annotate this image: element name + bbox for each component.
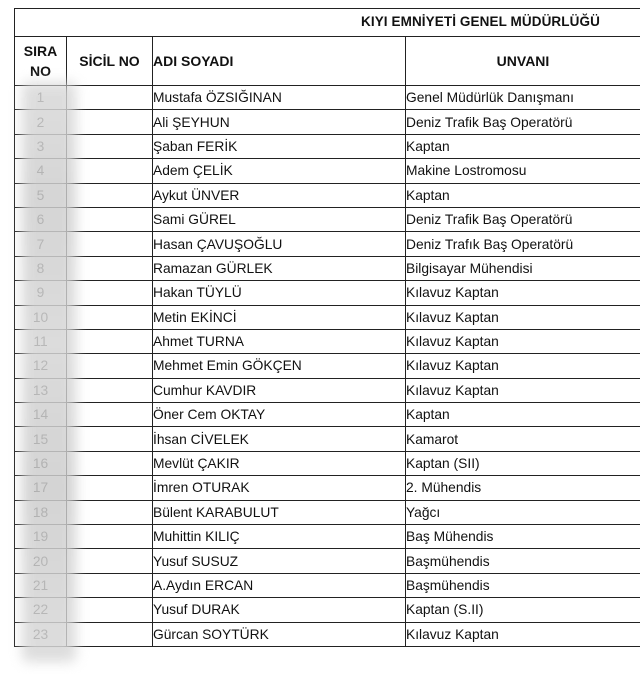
row-sicil-redacted	[67, 549, 153, 573]
table-row	[15, 86, 640, 110]
row-sicil-redacted	[67, 110, 153, 134]
row-title: Kamarot	[406, 427, 640, 451]
row-sicil-redacted	[67, 305, 153, 329]
row-title: Baş Mühendis	[406, 525, 640, 549]
table-row	[15, 281, 640, 305]
row-title: Kılavuz Kaptan	[406, 622, 640, 646]
row-sicil-redacted	[67, 500, 153, 524]
row-name: Cumhur KAVDIR	[153, 378, 406, 402]
row-title: Deniz Trafik Baş Operatörü	[406, 110, 640, 134]
table-row	[15, 378, 640, 402]
row-sicil-redacted	[67, 573, 153, 597]
row-title: Başmühendis	[406, 573, 640, 597]
table-row	[15, 598, 640, 622]
row-title: Kaptan	[406, 183, 640, 207]
header-adi-soyadi: ADI SOYADI	[153, 37, 406, 86]
personnel-table	[14, 36, 640, 647]
table-row	[15, 427, 640, 451]
table-row	[15, 305, 640, 329]
row-title: Kaptan	[406, 403, 640, 427]
row-sicil-redacted	[67, 183, 153, 207]
row-title: Kılavuz Kaptan	[406, 329, 640, 353]
header-sira-no	[15, 37, 67, 86]
row-name: Hakan TÜYLÜ	[153, 281, 406, 305]
row-sicil-redacted	[67, 476, 153, 500]
table-row	[15, 573, 640, 597]
row-name: Gürcan SOYTÜRK	[153, 622, 406, 646]
row-name: Metin EKİNCİ	[153, 305, 406, 329]
row-name: Şaban FERİK	[153, 134, 406, 158]
table-row	[15, 525, 640, 549]
header-sira-line2: NO	[30, 63, 51, 79]
row-name: İmren OTURAK	[153, 476, 406, 500]
header-unvani: UNVANI	[406, 37, 640, 86]
title-row	[14, 8, 640, 37]
table-row	[15, 110, 640, 134]
table-row	[15, 232, 640, 256]
row-title: Kılavuz Kaptan	[406, 354, 640, 378]
row-name: Aykut ÜNVER	[153, 183, 406, 207]
row-sicil-redacted	[67, 86, 153, 110]
row-sicil-redacted	[67, 525, 153, 549]
row-name: Mevlüt ÇAKIR	[153, 451, 406, 475]
row-title: Yağcı	[406, 500, 640, 524]
row-sicil-redacted	[67, 207, 153, 231]
row-sicil-redacted	[67, 281, 153, 305]
row-sicil-redacted	[67, 232, 153, 256]
row-title: 2. Mühendis	[406, 476, 640, 500]
row-name: Hasan ÇAVUŞOĞLU	[153, 232, 406, 256]
table-row	[15, 256, 640, 280]
row-title: Kılavuz Kaptan	[406, 305, 640, 329]
row-sicil-redacted	[67, 329, 153, 353]
table-row	[15, 500, 640, 524]
row-title: Kaptan	[406, 134, 640, 158]
row-sicil-redacted	[67, 427, 153, 451]
row-name: Ali ŞEYHUN	[153, 110, 406, 134]
row-name: Yusuf SUSUZ	[153, 549, 406, 573]
row-title: Deniz Trafık Baş Operatörü	[406, 232, 640, 256]
table-row	[15, 183, 640, 207]
row-title: Bilgisayar Mühendisi	[406, 256, 640, 280]
row-name: İhsan CİVELEK	[153, 427, 406, 451]
row-name: Bülent KARABULUT	[153, 500, 406, 524]
header-sira-line1: SIRA	[23, 43, 58, 59]
table-row	[15, 451, 640, 475]
row-name: Öner Cem OKTAY	[153, 403, 406, 427]
document-title: KIYI EMNİYETİ GENEL MÜDÜRLÜĞÜ	[361, 14, 600, 29]
table-row	[15, 207, 640, 231]
row-sicil-redacted	[67, 598, 153, 622]
row-name: Ramazan GÜRLEK	[153, 256, 406, 280]
row-sicil-redacted	[67, 451, 153, 475]
row-title: Kaptan (SII)	[406, 451, 640, 475]
table-row	[15, 549, 640, 573]
table-row	[15, 403, 640, 427]
row-name: Muhittin KILIÇ	[153, 525, 406, 549]
table-row	[15, 354, 640, 378]
table-row	[15, 329, 640, 353]
row-sicil-redacted	[67, 256, 153, 280]
redacted-sicil-blur	[22, 82, 76, 662]
header-sicil-no: SİCİL NO	[67, 37, 153, 86]
row-title: Kılavuz Kaptan	[406, 378, 640, 402]
row-sicil-redacted	[67, 378, 153, 402]
row-title: Deniz Trafik Baş Operatörü	[406, 207, 640, 231]
row-title: Kaptan (S.II)	[406, 598, 640, 622]
table-row	[15, 622, 640, 646]
row-name: Adem ÇELİK	[153, 159, 406, 183]
row-title: Başmühendis	[406, 549, 640, 573]
row-name: Mehmet Emin GÖKÇEN	[153, 354, 406, 378]
row-name: A.Aydın ERCAN	[153, 573, 406, 597]
table-row	[15, 159, 640, 183]
row-title: Makine Lostromosu	[406, 159, 640, 183]
row-sicil-redacted	[67, 159, 153, 183]
table-header-row	[15, 37, 640, 86]
row-sicil-redacted	[67, 134, 153, 158]
row-title: Genel Müdürlük Danışmanı	[406, 86, 640, 110]
row-title: Kılavuz Kaptan	[406, 281, 640, 305]
row-sicil-redacted	[67, 403, 153, 427]
row-name: Sami GÜREL	[153, 207, 406, 231]
table-row	[15, 134, 640, 158]
row-name: Mustafa ÖZSIĞINAN	[153, 86, 406, 110]
table-body	[15, 86, 640, 647]
row-name: Yusuf DURAK	[153, 598, 406, 622]
row-sicil-redacted	[67, 622, 153, 646]
row-name: Ahmet TURNA	[153, 329, 406, 353]
table-row	[15, 476, 640, 500]
row-sicil-redacted	[67, 354, 153, 378]
